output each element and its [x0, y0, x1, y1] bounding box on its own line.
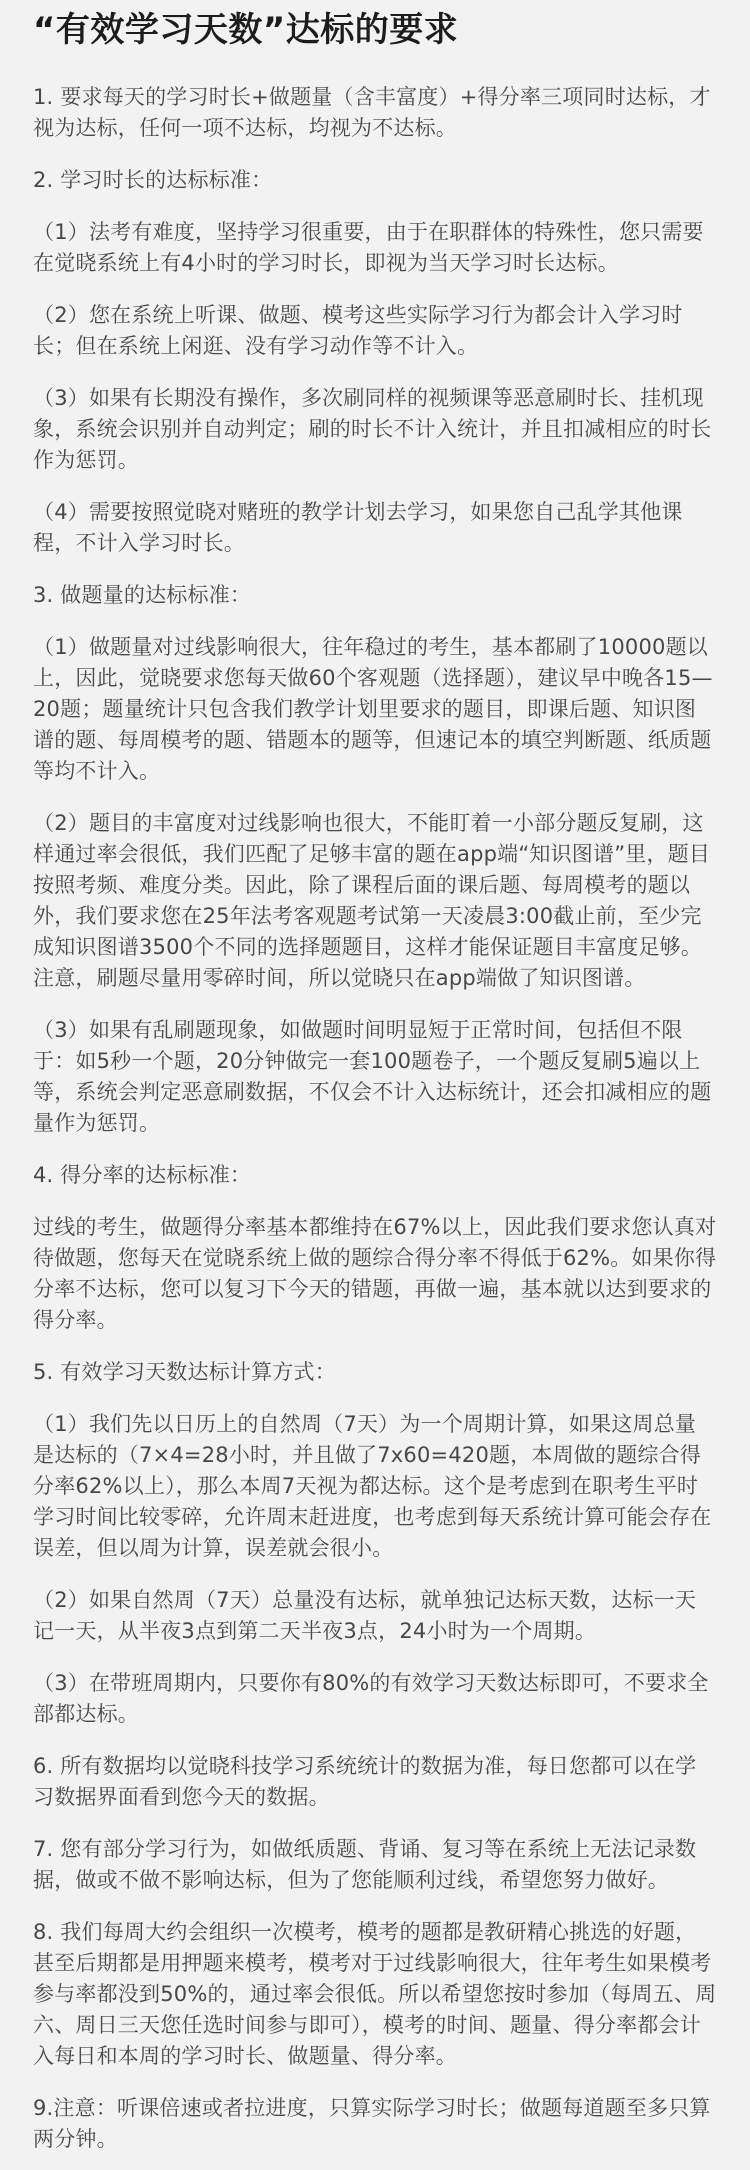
study-time-item-3: （3）如果有长期没有操作，多次刷同样的视频课等恶意刷时长、挂机现象，系统会识别并自动判定；刷的时长不计入统计，并且扣减相应的时长作为惩罚。 — [33, 386, 712, 472]
section-heading-question-count: 3. 做题量的达标标准： — [33, 583, 252, 607]
question-count-item-1: （1）做题量对过线影响很大，往年稳过的考生，基本都刷了10000题以上，因此，觉晓要求您每天做60个客观题（选择题），建议早中晚各15—20题；题量统计只包含我们教学计划里要求的题目，即课后题、知识图谱的题、每周模考的题、错题本的题等，但速记本的填空判断题、纸质题等均不计入。 — [33, 635, 713, 783]
section-heading-score-rate: 4. 得分率的达标标准： — [33, 1163, 252, 1187]
calculation-item-2: （2）如果自然周（7天）总量没有达标，就单独记达标天数，达标一天记一天，从半夜3点到第二天半夜3点，24小时为一个周期。 — [33, 1588, 697, 1643]
score-rate-text: 过线的考生，做题得分率基本都维持在67%以上，因此我们要求您认真对待做题，您每天在觉晓系统上做的题综合得分率不得低于62%。如果你得分率不达标，您可以复习下今天的错题，再做一遍，基本就以达到要求的得分率。 — [33, 1215, 717, 1332]
calculation-item-3: （3）在带班周期内，只要你有80%的有效学习天数达标即可，不要求全部都达标。 — [33, 1671, 709, 1726]
study-time-item-2: （2）您在系统上听课、做题、模考这些实际学习行为都会计入学习时长；但在系统上闲逛、没有学习动作等不计入。 — [33, 303, 683, 358]
study-time-item-1: （1）法考有难度，坚持学习很重要，由于在职群体的特殊性，您只需要在觉晓系统上有4小时的学习时长，即视为当天学习时长达标。 — [33, 220, 704, 275]
rule-1-overall-requirement: 1. 要求每天的学习时长+做题量（含丰富度）+得分率三项同时达标，才视为达标，任何一项不达标，均视为不达标。 — [33, 85, 711, 140]
question-count-item-2: （2）题目的丰富度对过线影响也很大，不能盯着一小部分题反复刷，这样通过率会很低，我们匹配了足够丰富的题在app端“知识图谱”里，题目按照考频、难度分类。因此，除了课程后面的课后题、每周模考的题以外，我们要求您在25年法考客观题考试第一天凌晨3:00截止前，至少完成知识图谱3500个不同的选择题题目，这样才能保证题目丰富度足够。注意，刷题尽量用零碎时间，所以觉晓只在app端做了知识图谱。 — [33, 811, 711, 990]
rule-7-untracked-activities: 7. 您有部分学习行为，如做纸质题、背诵、复习等在系统上无法记录数据，做或不做不影响达标，但为了您能顺利过线，希望您努力做好。 — [33, 1837, 697, 1892]
section-heading-study-time: 2. 学习时长的达标标准： — [33, 168, 273, 192]
question-count-item-3: （3）如果有乱刷题现象，如做题时间明显短于正常时间，包括但不限于：如5秒一个题，20分钟做完一套100题卷子，一个题反复刷5遍以上等，系统会判定恶意刷数据，不仅会不计入达标统计，还会扣减相应的题量作为惩罚。 — [33, 1018, 712, 1135]
rule-6-data-source: 6. 所有数据均以觉晓科技学习系统统计的数据为准，每日您都可以在学习数据界面看到您今天的数据。 — [33, 1754, 697, 1809]
study-time-item-4: （4）需要按照觉晓对赌班的教学计划去学习，如果您自己乱学其他课程，不计入学习时长。 — [33, 500, 683, 555]
calculation-item-1: （1）我们先以日历上的自然周（7天）为一个周期计算，如果这周总量是达标的（7×4=28小时，并且做了7x60=420题，本周做的题综合得分率62%以上），那么本周7天视为都达标。这个是考虑到在职考生平时学习时间比较零碎，允许周末赶进度，也考虑到每天系统计算可能会存在误差，但以周为计算，误差就会很小。 — [33, 1412, 712, 1560]
rule-8-weekly-mock-exam: 8. 我们每周大约会组织一次模考，模考的题都是教研精心挑选的好题，甚至后期都是用押题来模考，模考对于过线影响很大，往年考生如果模考参与率都没到50%的，通过率会很低。所以希望您按时参加（每周五、周六、周日三天您任选时间参与即可），模考的时间、题量、得分率都会计入每日和本周的学习时长、做题量、得分率。 — [33, 1920, 717, 2068]
page-title: “有效学习天数”达标的要求 — [33, 10, 459, 50]
section-heading-calculation: 5. 有效学习天数达标计算方式： — [33, 1360, 336, 1384]
rule-9-note: 9.注意：听课倍速或者拉进度，只算实际学习时长；做题每道题至多只算两分钟。 — [33, 2096, 711, 2151]
